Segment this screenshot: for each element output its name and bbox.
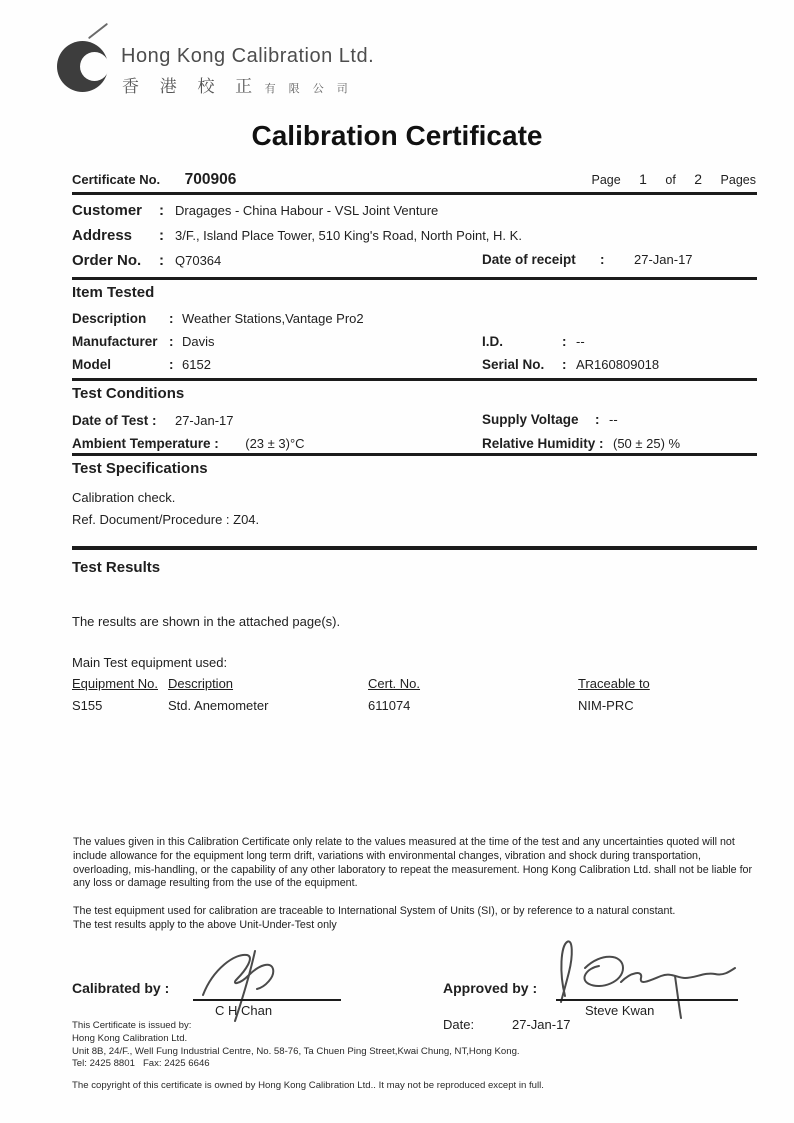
date-value: 27-Jan-17 [512, 1017, 571, 1032]
approved-by-name: Steve Kwan [585, 1003, 655, 1018]
relative-humidity-label: Relative Humidity : [482, 436, 604, 451]
test-results-note: The results are shown in the attached page(s). [72, 614, 341, 629]
address-label: Address [72, 227, 133, 244]
order-no-label: Order No. [72, 252, 142, 269]
footer-address: Unit 8B, 24/F., Well Fung Industrial Centre, No. 58-76, Ta Chuen Ping Street,Kwai Chung, NT,Hong Kong. [72, 1046, 520, 1057]
id-group [482, 334, 757, 349]
supply-voltage-value: -- [609, 412, 618, 427]
model-label: Model [72, 357, 111, 372]
footer-issued-by: This Certificate is issued by: [72, 1020, 192, 1031]
pages-label: Pages [720, 173, 756, 187]
section-divider [72, 378, 757, 381]
disclaimer-paragraph: The values given in this Calibration Certificate only relate to the values measured at the time of the test and any uncertainties quoted will not include allowance for the equipment long term drift, variations with environmental changes, vibration and shock during transportation, overloading, mis-handling, or the capability of any other laboratory to repeat the measurement. Hong Kong Calibration Ltd. shall not be liable for any loss or damage resulting from the use of the equipment. [73, 836, 753, 890]
section-divider [72, 453, 757, 456]
cert-no-cell: 611074 [368, 698, 411, 713]
relative-humidity-group [482, 435, 757, 453]
date-label: Date: [443, 1017, 475, 1032]
ambient-temperature-value: (23 ± 3)°C [245, 436, 305, 451]
manufacturer-value: Davis [182, 334, 215, 349]
serial-value: AR160809018 [576, 357, 660, 372]
section-divider [72, 192, 757, 195]
company-name-chinese-suffix: 有 限 公 司 [264, 83, 353, 95]
test-results-heading: Test Results [72, 559, 161, 576]
id-colon: : [562, 334, 567, 349]
page-label: Page [591, 173, 621, 187]
serial-label: Serial No. [482, 357, 545, 372]
item-tested-heading: Item Tested [72, 284, 155, 301]
footer-tel-fax: Tel: 2425 8801 Fax: 2425 6646 [72, 1058, 210, 1069]
traceable-to-header: Traceable to [578, 676, 650, 691]
test-spec-line1: Calibration check. [72, 490, 176, 505]
customer-row [72, 202, 757, 222]
equipment-no-header: Equipment No. [72, 676, 158, 691]
test-specifications-heading: Test Specifications [72, 460, 208, 477]
page-current: 1 [639, 171, 647, 187]
model-colon: : [169, 357, 174, 372]
page-total: 2 [694, 171, 703, 187]
address-colon: : [159, 227, 164, 244]
date-of-test-row [72, 412, 757, 432]
manufacturer-label: Manufacturer [72, 334, 158, 349]
ambient-temperature-label: Ambient Temperature : [72, 436, 219, 451]
document-title: Calibration Certificate [251, 120, 543, 151]
order-no-colon: : [159, 252, 164, 269]
manufacturer-colon: : [169, 334, 174, 349]
manufacturer-row [72, 334, 757, 354]
section-divider [72, 277, 757, 280]
supply-voltage-label: Supply Voltage [482, 412, 579, 427]
id-value: -- [576, 334, 585, 349]
date-of-receipt-colon: : [600, 252, 605, 267]
equipment-table-row [72, 698, 757, 713]
logo-needle-stroke [88, 23, 108, 39]
model-row [72, 357, 757, 377]
date-of-receipt-group [482, 252, 757, 267]
footer-copyright: The copyright of this certificate is owned by Hong Kong Calibration Ltd.. It may not be reproduced except in full. [72, 1080, 544, 1091]
equipment-no-cell: S155 [72, 698, 103, 713]
company-name-chinese-main: 香 港 校 正 [122, 77, 261, 96]
customer-colon: : [159, 202, 164, 219]
traceability-statement: The test equipment used for calibration are traceable to International System of Units (SI), or by reference to a natural constant. [73, 905, 676, 917]
date-of-receipt-value: 27-Jan-17 [634, 252, 693, 267]
traceable-to-cell: NIM-PRC [578, 698, 634, 713]
relative-humidity-value: (50 ± 25) % [612, 436, 681, 451]
apply-statement: The test results apply to the above Unit-Under-Test only [73, 919, 337, 931]
date-of-test-value: 27-Jan-17 [174, 413, 234, 428]
approved-signature-line [556, 999, 738, 1001]
calibrated-by-label: Calibrated by : [72, 980, 170, 996]
description-cell: Std. Anemometer [168, 698, 269, 713]
ambient-temperature-row [72, 435, 757, 455]
approved-by-label: Approved by : [443, 980, 538, 996]
serial-colon: : [562, 357, 567, 372]
description-label: Description [72, 311, 147, 326]
id-label: I.D. [482, 334, 504, 349]
address-row [72, 227, 757, 247]
test-spec-line2: Ref. Document/Procedure : Z04. [72, 512, 260, 527]
company-name-english: Hong Kong Calibration Ltd. [121, 45, 375, 67]
description-header: Description [168, 676, 234, 691]
cert-no-header: Cert. No. [368, 676, 421, 691]
date-of-test-label: Date of Test : [72, 413, 157, 428]
certificate-meta-row [72, 171, 756, 189]
customer-label: Customer [72, 202, 143, 219]
logo-crescent-cutout [80, 52, 109, 81]
order-no-value: Q70364 [175, 253, 222, 268]
calibrated-by-name: C H Chan [215, 1003, 273, 1018]
supply-voltage-group [482, 412, 757, 427]
page-indicator [592, 171, 757, 189]
page-of-label: of [665, 173, 676, 187]
date-of-receipt-label: Date of receipt [482, 252, 576, 267]
description-colon: : [169, 311, 174, 326]
customer-value: Dragages - China Habour - VSL Joint Venture [175, 203, 439, 218]
description-row [72, 311, 757, 331]
section-divider [72, 546, 757, 550]
certificate-no-label: Certificate No. [72, 172, 161, 187]
footer-company: Hong Kong Calibration Ltd. [72, 1033, 188, 1044]
equipment-table-header [72, 676, 757, 691]
calibrated-signature-line [193, 999, 341, 1001]
company-name-chinese [122, 72, 353, 97]
certificate-no-value: 700906 [184, 171, 237, 188]
company-logo-crescent-icon [57, 41, 108, 92]
equipment-intro: Main Test equipment used: [72, 655, 228, 670]
order-row [72, 252, 757, 272]
address-value: 3/F., Island Place Tower, 510 King's Road, North Point, H. K. [175, 228, 522, 243]
description-value: Weather Stations,Vantage Pro2 [182, 311, 364, 326]
serial-group [482, 357, 757, 372]
model-value: 6152 [182, 357, 211, 372]
supply-voltage-colon: : [595, 412, 600, 427]
test-conditions-heading: Test Conditions [72, 385, 185, 402]
certificate-number-group [72, 171, 236, 189]
